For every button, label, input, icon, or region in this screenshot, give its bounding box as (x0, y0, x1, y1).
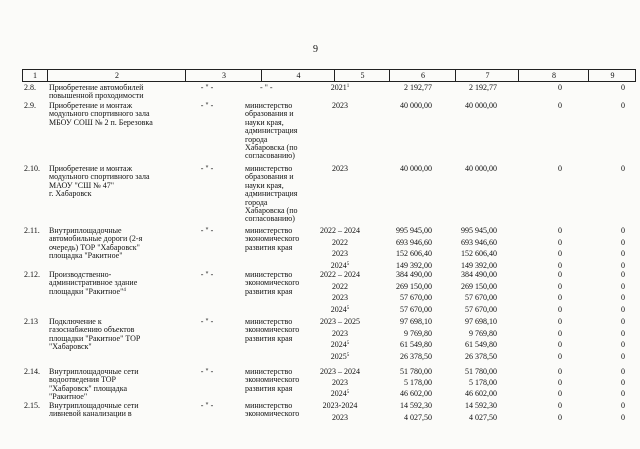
year-cell: 2025$^5$ (330, 351, 350, 361)
other-sources-value: 0 (621, 101, 625, 110)
row-number: 2.12. (24, 270, 40, 279)
year-cell: 2023 – 2024 (320, 367, 360, 376)
other-sources-value: 0 (621, 378, 625, 388)
regional-budget-value: 152 606,40 (461, 249, 497, 259)
header-cell-3: 3 (185, 70, 262, 81)
total-value: 26 378,50 (400, 351, 432, 361)
regional-budget-value: 14 592,30 (465, 401, 497, 410)
year-cell: 2023 (332, 249, 348, 259)
total-value: 384 490,00 (396, 270, 432, 279)
total-value: 5 178,00 (404, 378, 432, 388)
other-sources-value: 0 (621, 412, 625, 422)
regional-budget-value: 384 490,00 (461, 270, 497, 279)
period-cell: - " - (200, 226, 214, 235)
header-cell-4: 4 (261, 70, 335, 81)
period-cell: - " - (200, 101, 214, 110)
regional-budget-value: 2 192,77 (469, 83, 497, 92)
item-name: Внутриплощадочные автомобильные дороги (2-я очередь) ТОР "Хабаровск" площадка "Ракитное" (49, 226, 143, 261)
regional-budget-value: 149 392,00 (461, 260, 497, 270)
total-value: 152 606,40 (396, 249, 432, 259)
federal-budget-value: 0 (558, 270, 562, 279)
total-value: 97 698,10 (400, 317, 432, 326)
year-cell: 2023 (332, 164, 348, 173)
year-cell: 2024$^5$ (330, 389, 350, 399)
responsible-executor: министерство образования и науки края, администрация города Хабаровска (по согласованию) (245, 101, 298, 161)
item-name: Внутриплощадочные сети водоотведения ТОР "Хабаровск" площадка "Ракитное" (49, 367, 139, 402)
item-name: Приобретение и монтаж модульного спортивного зала МАОУ "СШ № 47" г. Хабаровск (49, 164, 150, 199)
other-sources-value: 0 (621, 304, 625, 314)
regional-budget-value: 51 780,00 (465, 367, 497, 376)
regional-budget-value: 57 670,00 (465, 304, 497, 314)
item-name: Приобретение и монтаж модульного спортивного зала МБОУ СОШ № 2 п. Березовка (49, 101, 153, 127)
federal-budget-value: 0 (558, 328, 562, 338)
other-sources-value: 0 (621, 281, 625, 291)
regional-budget-value: 5 178,00 (469, 378, 497, 388)
federal-budget-value: 0 (558, 226, 562, 235)
year-cell: 2021$^1$ (330, 83, 350, 92)
federal-budget-value: 0 (558, 317, 562, 326)
header-cell-9: 9 (588, 70, 636, 81)
item-name: Подключение к газоснабжению объектов площадки "Ракитное" ТОР "Хабаровск" (49, 317, 141, 352)
federal-budget-value: 0 (558, 83, 562, 92)
other-sources-value: 0 (621, 367, 625, 376)
year-cell: 2024$^5$ (330, 260, 350, 270)
header-cell-6: 6 (389, 70, 456, 81)
year-cell: 2022 – 2024 (320, 270, 360, 279)
total-value: 57 670,00 (400, 293, 432, 303)
period-cell: - " - (200, 367, 214, 376)
regional-budget-value: 995 945,00 (461, 226, 497, 235)
federal-budget-value: 0 (558, 389, 562, 399)
federal-budget-value: 0 (558, 260, 562, 270)
federal-budget-value: 0 (558, 101, 562, 110)
row-number: 2.13 (24, 317, 38, 326)
other-sources-value: 0 (621, 293, 625, 303)
other-sources-value: 0 (621, 340, 625, 350)
federal-budget-value: 0 (558, 164, 562, 173)
regional-budget-value: 46 602,00 (465, 389, 497, 399)
responsible-executor: - " - (260, 83, 273, 92)
year-cell: 2023 (332, 412, 348, 422)
federal-budget-value: 0 (558, 412, 562, 422)
other-sources-value: 0 (621, 249, 625, 259)
federal-budget-value: 0 (558, 351, 562, 361)
period-cell: - " - (200, 401, 214, 410)
federal-budget-value: 0 (558, 304, 562, 314)
year-cell: 2023 (332, 293, 348, 303)
row-number: 2.10. (24, 164, 40, 173)
regional-budget-value: 9 769,80 (469, 328, 497, 338)
responsible-executor: министерство экономического развития края (245, 226, 300, 252)
other-sources-value: 0 (621, 351, 625, 361)
total-value: 40 000,00 (400, 101, 432, 110)
item-name: Приобретение автомобилей повышенной проходимости (49, 83, 144, 101)
total-value: 149 392,00 (396, 260, 432, 270)
year-cell: 2024$^5$ (330, 340, 350, 350)
other-sources-value: 0 (621, 328, 625, 338)
regional-budget-value: 4 027,50 (469, 412, 497, 422)
total-value: 40 000,00 (400, 164, 432, 173)
responsible-executor: министерство экономического развития края (245, 270, 300, 296)
other-sources-value: 0 (621, 260, 625, 270)
federal-budget-value: 0 (558, 237, 562, 247)
responsible-executor: министерство экономического развития края (245, 367, 300, 393)
page-number: 9 (313, 44, 318, 55)
other-sources-value: 0 (621, 237, 625, 247)
responsible-executor: министерство экономического развития края (245, 317, 300, 343)
row-number: 2.15. (24, 401, 40, 410)
year-cell: 2023 (332, 328, 348, 338)
row-number: 2.11. (24, 226, 40, 235)
period-cell: - " - (200, 317, 214, 326)
other-sources-value: 0 (621, 317, 625, 326)
total-value: 14 592,30 (400, 401, 432, 410)
year-cell: 2024$^5$ (330, 304, 350, 314)
header-cell-2: 2 (47, 70, 186, 81)
federal-budget-value: 0 (558, 378, 562, 388)
year-cell: 2023 (332, 378, 348, 388)
other-sources-value: 0 (621, 164, 625, 173)
total-value: 51 780,00 (400, 367, 432, 376)
total-value: 57 670,00 (400, 304, 432, 314)
total-value: 269 150,00 (396, 281, 432, 291)
other-sources-value: 0 (621, 401, 625, 410)
year-cell: 2023 (332, 101, 348, 110)
regional-budget-value: 61 549,80 (465, 340, 497, 350)
regional-budget-value: 693 946,60 (461, 237, 497, 247)
header-cell-7: 7 (455, 70, 519, 81)
other-sources-value: 0 (621, 389, 625, 399)
period-cell: - " - (200, 83, 214, 92)
regional-budget-value: 269 150,00 (461, 281, 497, 291)
federal-budget-value: 0 (558, 281, 562, 291)
table-header (22, 69, 636, 82)
total-value: 2 192,77 (404, 83, 432, 92)
total-value: 995 945,00 (396, 226, 432, 235)
header-cell-5: 5 (334, 70, 390, 81)
total-value: 61 549,80 (400, 340, 432, 350)
regional-budget-value: 40 000,00 (465, 101, 497, 110)
header-cell-8: 8 (518, 70, 589, 81)
item-name: Внутриплощадочные сети ливневой канализации в (49, 401, 139, 419)
regional-budget-value: 40 000,00 (465, 164, 497, 173)
federal-budget-value: 0 (558, 249, 562, 259)
row-number: 2.8. (24, 83, 36, 92)
other-sources-value: 0 (621, 83, 625, 92)
federal-budget-value: 0 (558, 401, 562, 410)
row-number: 2.14. (24, 367, 40, 376)
responsible-executor: министерство образования и науки края, администрация города Хабаровска (по согласованию) (245, 164, 298, 224)
federal-budget-value: 0 (558, 293, 562, 303)
row-number: 2.9. (24, 101, 36, 110)
regional-budget-value: 97 698,10 (465, 317, 497, 326)
header-cell-1: 1 (33, 71, 37, 80)
federal-budget-value: 0 (558, 367, 562, 376)
responsible-executor: министерство экономического (245, 401, 300, 419)
total-value: 4 027,50 (404, 412, 432, 422)
other-sources-value: 0 (621, 270, 625, 279)
regional-budget-value: 26 378,50 (465, 351, 497, 361)
year-cell: 2023 – 2025 (320, 317, 360, 326)
other-sources-value: 0 (621, 226, 625, 235)
federal-budget-value: 0 (558, 340, 562, 350)
total-value: 9 769,80 (404, 328, 432, 338)
period-cell: - " - (200, 164, 214, 173)
regional-budget-value: 57 670,00 (465, 293, 497, 303)
total-value: 46 602,00 (400, 389, 432, 399)
year-cell: 2023-2024 (322, 401, 358, 410)
period-cell: - " - (200, 270, 214, 279)
year-cell: 2022 (332, 281, 348, 291)
year-cell: 2022 – 2024 (320, 226, 360, 235)
item-name: Производственно- административное здание площадки "Ракитное"$^4$ (49, 270, 138, 296)
year-cell: 2022 (332, 237, 348, 247)
total-value: 693 946,60 (396, 237, 432, 247)
